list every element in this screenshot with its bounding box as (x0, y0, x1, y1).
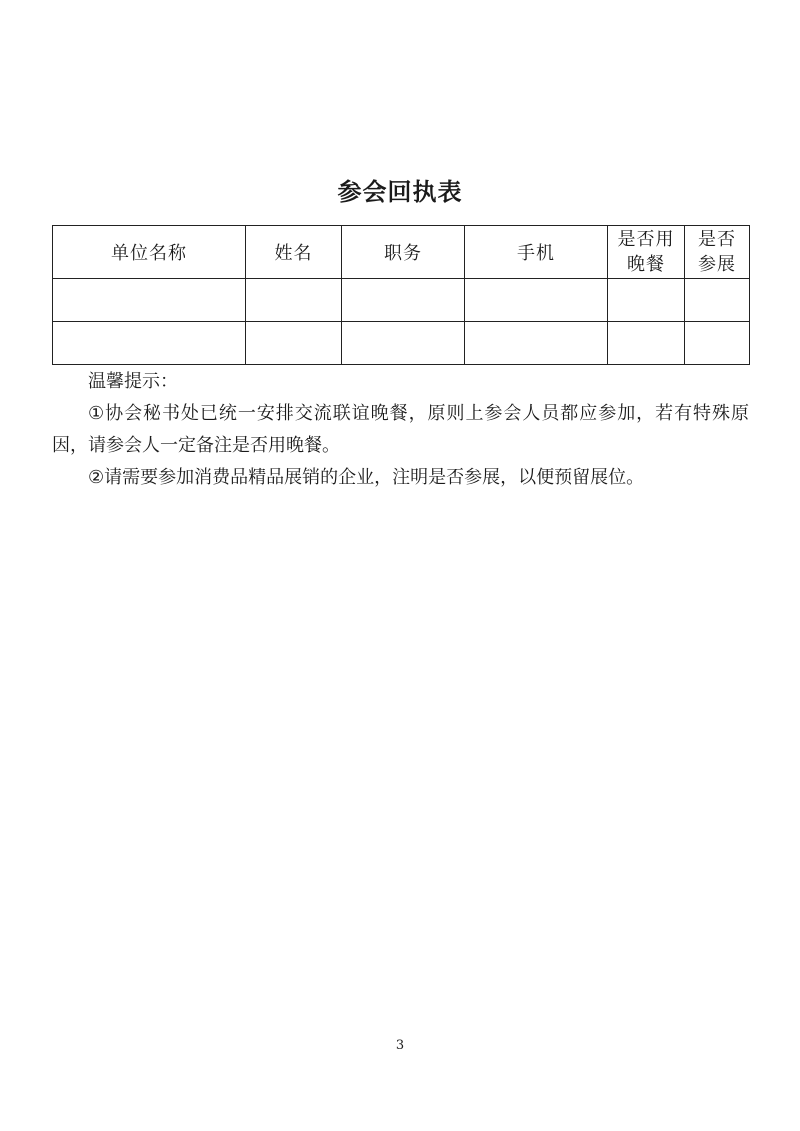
cell-dinner[interactable] (608, 279, 685, 322)
cell-position[interactable] (342, 279, 465, 322)
table-header-row (53, 226, 750, 279)
note-item: ②请需要参加消费品精品展销的企业，注明是否参展，以便预留展位。 (88, 467, 645, 488)
page-number: 3 (395, 1038, 405, 1053)
cell-name[interactable] (246, 279, 342, 322)
cell-dinner[interactable] (608, 322, 685, 365)
header-unit-name: 单位名称 (53, 226, 246, 279)
note-item: ①协会秘书处已统一安排交流联谊晚餐，原则上参会人员都应参加，若有特殊原因，请参会人一定备注是否用晚餐。 (52, 403, 749, 456)
cell-exhibit[interactable] (685, 322, 750, 365)
reply-form-table (52, 225, 750, 365)
cell-mobile[interactable] (465, 279, 608, 322)
header-dinner: 是否用 晚餐 (608, 226, 685, 279)
header-position: 职务 (342, 226, 465, 279)
header-mobile: 手机 (465, 226, 608, 279)
table-row (53, 322, 750, 365)
header-name: 姓名 (246, 226, 342, 279)
cell-position[interactable] (342, 322, 465, 365)
document-title: 参会回执表 (337, 178, 463, 206)
cell-mobile[interactable] (465, 322, 608, 365)
notes-heading: 温馨提示： (88, 371, 178, 392)
header-exhibit: 是否 参展 (685, 226, 750, 279)
table-row (53, 279, 750, 322)
notes-section (52, 366, 749, 494)
cell-unit-name[interactable] (53, 322, 246, 365)
cell-name[interactable] (246, 322, 342, 365)
cell-exhibit[interactable] (685, 279, 750, 322)
cell-unit-name[interactable] (53, 279, 246, 322)
